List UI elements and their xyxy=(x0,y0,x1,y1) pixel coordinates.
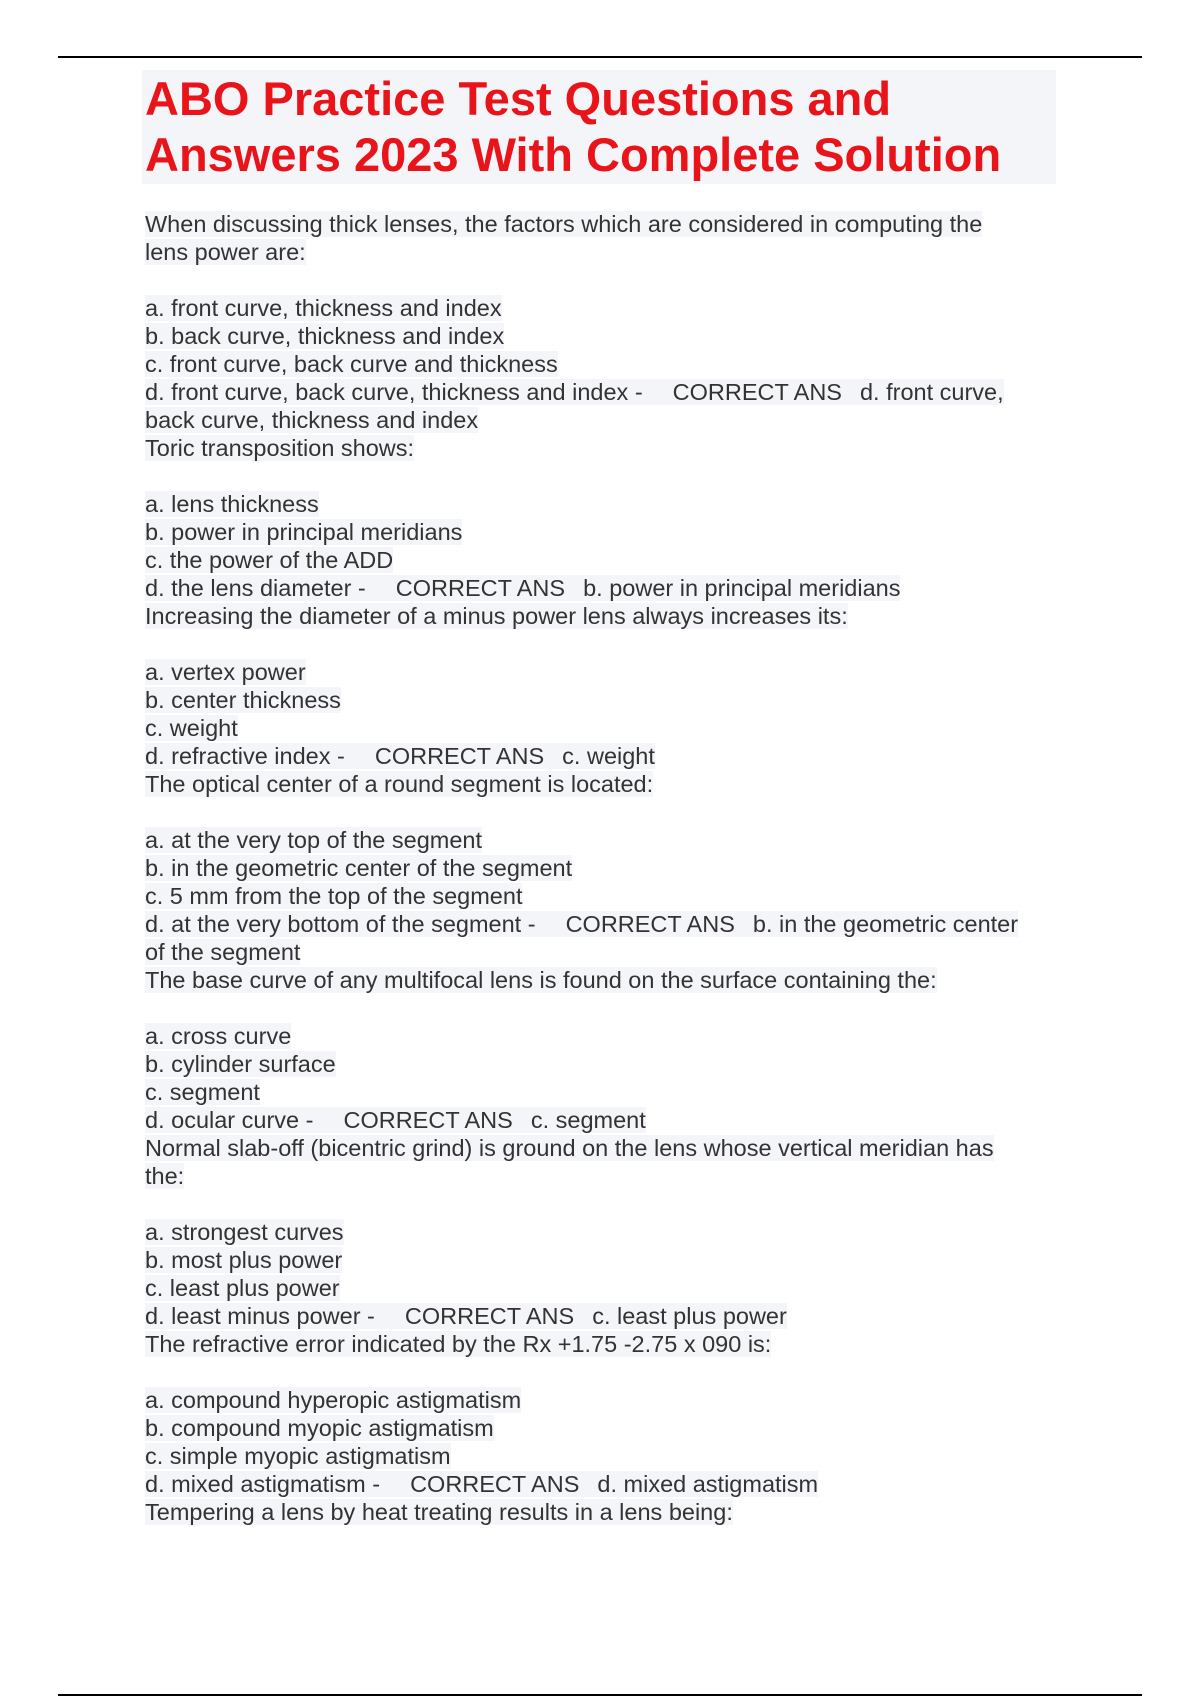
question-list xyxy=(145,210,1060,1526)
answer-option: c. least plus power xyxy=(145,1275,340,1301)
answer-option: a. at the very top of the segment xyxy=(145,827,483,853)
correct-answer-marker: CORRECT ANS xyxy=(410,1471,580,1497)
answer-option: a. vertex power xyxy=(145,659,306,685)
correct-answer: d. front curve, xyxy=(859,379,1004,405)
correct-answer-marker: CORRECT ANS xyxy=(395,575,566,601)
correct-answer: b. power in principal meridians xyxy=(583,575,901,601)
answer-option: c. 5 mm from the top of the segment xyxy=(145,883,523,909)
correct-answer-marker: CORRECT ANS xyxy=(565,911,735,937)
answer-option: d. at the very bottom of the segment - xyxy=(145,911,536,937)
question-item xyxy=(145,434,1060,602)
answer-option: d. ocular curve - xyxy=(145,1107,314,1133)
answer-option: b. cylinder surface xyxy=(145,1051,336,1077)
bottom-rule xyxy=(58,1694,1142,1696)
question-item xyxy=(145,1330,1060,1498)
correct-answer: back curve, thickness and index xyxy=(145,407,479,433)
question-text: The optical center of a round segment is located: xyxy=(145,771,654,797)
answer-option: d. front curve, back curve, thickness and index - xyxy=(145,379,643,405)
top-rule xyxy=(58,56,1142,58)
answer-option: b. compound myopic astigmatism xyxy=(145,1415,494,1441)
correct-answer-marker: CORRECT ANS xyxy=(404,1303,575,1329)
correct-answer: d. mixed astigmatism xyxy=(597,1471,819,1497)
answer-option: c. simple myopic astigmatism xyxy=(145,1443,451,1469)
document-title xyxy=(142,70,1056,184)
answer-option: c. segment xyxy=(145,1079,260,1105)
question-item xyxy=(145,210,1060,434)
answer-option: d. mixed astigmatism - xyxy=(145,1471,381,1497)
question-text: The refractive error indicated by the Rx +1.75 -2.75 x 090 is: xyxy=(145,1331,772,1357)
question-item xyxy=(145,1134,1060,1330)
answer-option: b. back curve, thickness and index xyxy=(145,323,505,349)
correct-answer: b. in the geometric center xyxy=(752,911,1019,937)
answer-option: c. the power of the ADD xyxy=(145,547,394,573)
question-item xyxy=(145,770,1060,966)
answer-option: b. most plus power xyxy=(145,1247,343,1273)
question-text: Normal slab-off (bicentric grind) is ground on the lens whose vertical meridian has xyxy=(145,1135,994,1161)
answer-option: c. weight xyxy=(145,715,238,741)
answer-option: c. front curve, back curve and thickness xyxy=(145,351,558,377)
answer-option: d. refractive index - xyxy=(145,743,345,769)
answer-option: a. cross curve xyxy=(145,1023,292,1049)
question-item xyxy=(145,1498,1060,1526)
question-text: the: xyxy=(145,1163,185,1189)
answer-option: d. least minus power - xyxy=(145,1303,375,1329)
answer-option: a. front curve, thickness and index xyxy=(145,295,502,321)
question-item xyxy=(145,966,1060,1134)
answer-option: b. in the geometric center of the segment xyxy=(145,855,573,881)
correct-answer: of the segment xyxy=(145,939,301,965)
title-line-1: ABO Practice Test Questions and xyxy=(145,72,892,125)
question-text: lens power are: xyxy=(145,239,306,265)
correct-answer: c. weight xyxy=(562,743,655,769)
answer-option: a. lens thickness xyxy=(145,491,319,517)
correct-answer-marker: CORRECT ANS xyxy=(343,1107,513,1133)
answer-option: b. center thickness xyxy=(145,687,341,713)
question-text: Tempering a lens by heat treating results in a lens being: xyxy=(145,1499,733,1525)
question-text: When discussing thick lenses, the factors which are considered in computing the xyxy=(145,211,983,237)
answer-option: d. the lens diameter - xyxy=(145,575,366,601)
question-item xyxy=(145,602,1060,770)
question-text: Toric transposition shows: xyxy=(145,435,415,461)
title-line-2: Answers 2023 With Complete Solution xyxy=(145,128,1002,181)
answer-option: b. power in principal meridians xyxy=(145,519,463,545)
correct-answer: c. least plus power xyxy=(592,1303,787,1329)
answer-option: a. strongest curves xyxy=(145,1219,344,1245)
question-text: Increasing the diameter of a minus power lens always increases its: xyxy=(145,603,848,629)
correct-answer-marker: CORRECT ANS xyxy=(672,379,842,405)
correct-answer: c. segment xyxy=(530,1107,646,1133)
answer-option: a. compound hyperopic astigmatism xyxy=(145,1387,522,1413)
correct-answer-marker: CORRECT ANS xyxy=(374,743,545,769)
question-text: The base curve of any multifocal lens is found on the surface containing the: xyxy=(145,967,937,993)
